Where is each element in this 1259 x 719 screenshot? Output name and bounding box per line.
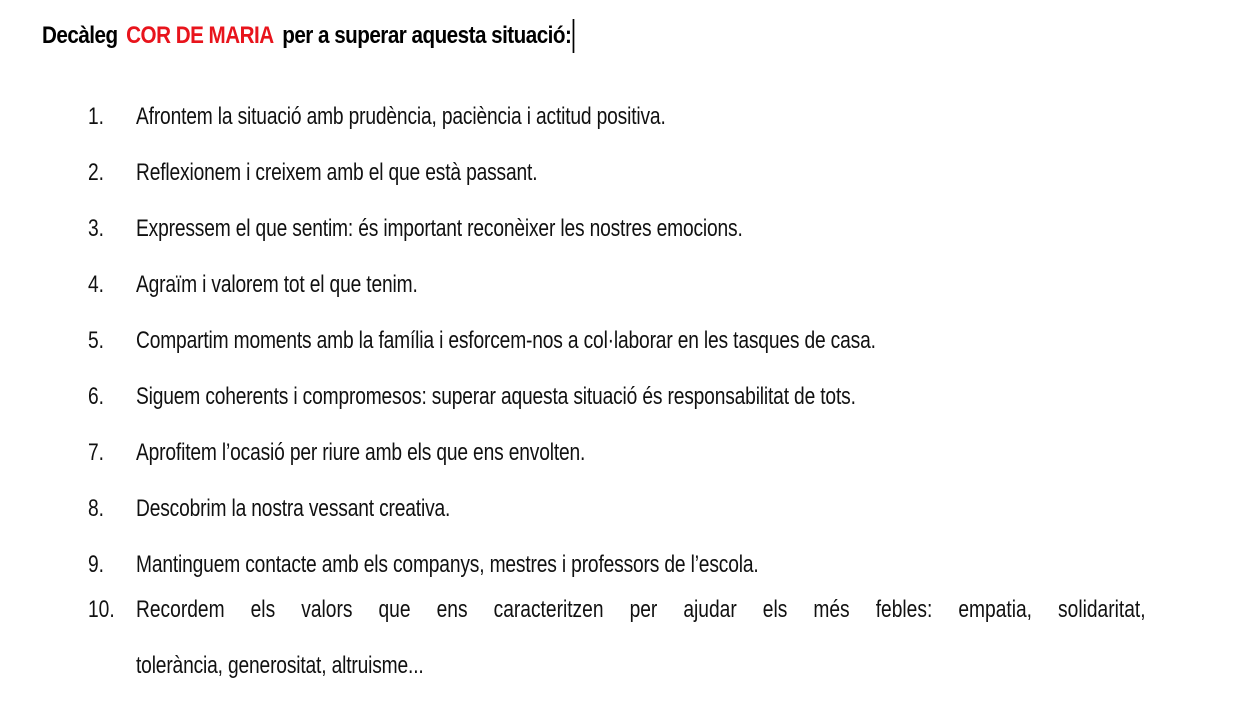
word: ens bbox=[436, 596, 468, 623]
list-item-number: 2. bbox=[88, 159, 105, 186]
list-item-text: Aprofitem l’ocasió per riure amb els que ens envolten. bbox=[136, 439, 586, 466]
word: Recordem bbox=[136, 596, 225, 623]
list-item-number: 4. bbox=[88, 271, 105, 298]
list-item-text: Compartim moments amb la família i esforcem-nos a col·laborar en les tasques de casa. bbox=[136, 327, 876, 354]
list-item-number: 1. bbox=[88, 103, 105, 130]
word: ajudar bbox=[683, 596, 737, 623]
list-item-number: 10. bbox=[88, 596, 115, 623]
list-item-text-line1 bbox=[136, 590, 1146, 630]
list-item-text: Siguem coherents i compromesos: superar aquesta situació és responsabilitat de tots. bbox=[136, 383, 856, 410]
word: solidaritat, bbox=[1058, 596, 1146, 623]
title-suffix: per a superar aquesta situació: bbox=[282, 22, 572, 49]
list-item-4 bbox=[0, 265, 1259, 305]
document-title[interactable] bbox=[42, 19, 574, 53]
list-item-text: Reflexionem i creixem amb el que està passant. bbox=[136, 159, 538, 186]
list-item-2 bbox=[0, 153, 1259, 193]
list-item-1 bbox=[0, 97, 1259, 137]
title-prefix: Decàleg bbox=[42, 22, 118, 49]
list-item-text: Descobrim la nostra vessant creativa. bbox=[136, 495, 451, 522]
list-item-number: 3. bbox=[88, 215, 105, 242]
list-item-text: Agraïm i valorem tot el que tenim. bbox=[136, 271, 418, 298]
list-item-text-line2: tolerància, generositat, altruisme... bbox=[136, 652, 424, 679]
word: empatia, bbox=[958, 596, 1032, 623]
list-item-text: Expressem el que sentim: és important reconèixer les nostres emocions. bbox=[136, 215, 743, 242]
list-item-10-continuation bbox=[0, 646, 1259, 686]
list-item-3 bbox=[0, 209, 1259, 249]
list-item-number: 9. bbox=[88, 551, 105, 578]
word: valors bbox=[301, 596, 353, 623]
word: els bbox=[250, 596, 276, 623]
word: més bbox=[813, 596, 850, 623]
word: caracteritzen bbox=[493, 596, 604, 623]
text-cursor bbox=[572, 19, 574, 53]
list-item-text: Afrontem la situació amb prudència, paciència i actitud positiva. bbox=[136, 103, 666, 130]
title-school-name: COR DE MARIA bbox=[126, 22, 274, 49]
list-item-number: 7. bbox=[88, 439, 105, 466]
list-item-10 bbox=[0, 590, 1259, 630]
list-item-6 bbox=[0, 377, 1259, 417]
word: per bbox=[629, 596, 658, 623]
word: que bbox=[378, 596, 411, 623]
list-item-9 bbox=[0, 545, 1259, 585]
list-item-7 bbox=[0, 433, 1259, 473]
list-item-number: 5. bbox=[88, 327, 105, 354]
word: els bbox=[762, 596, 788, 623]
list-item-number: 6. bbox=[88, 383, 105, 410]
list-item-8 bbox=[0, 489, 1259, 529]
word: febles: bbox=[875, 596, 933, 623]
list-item-text: Mantinguem contacte amb els companys, mestres i professors de l’escola. bbox=[136, 551, 759, 578]
list-item-5 bbox=[0, 321, 1259, 361]
list-item-number: 8. bbox=[88, 495, 105, 522]
